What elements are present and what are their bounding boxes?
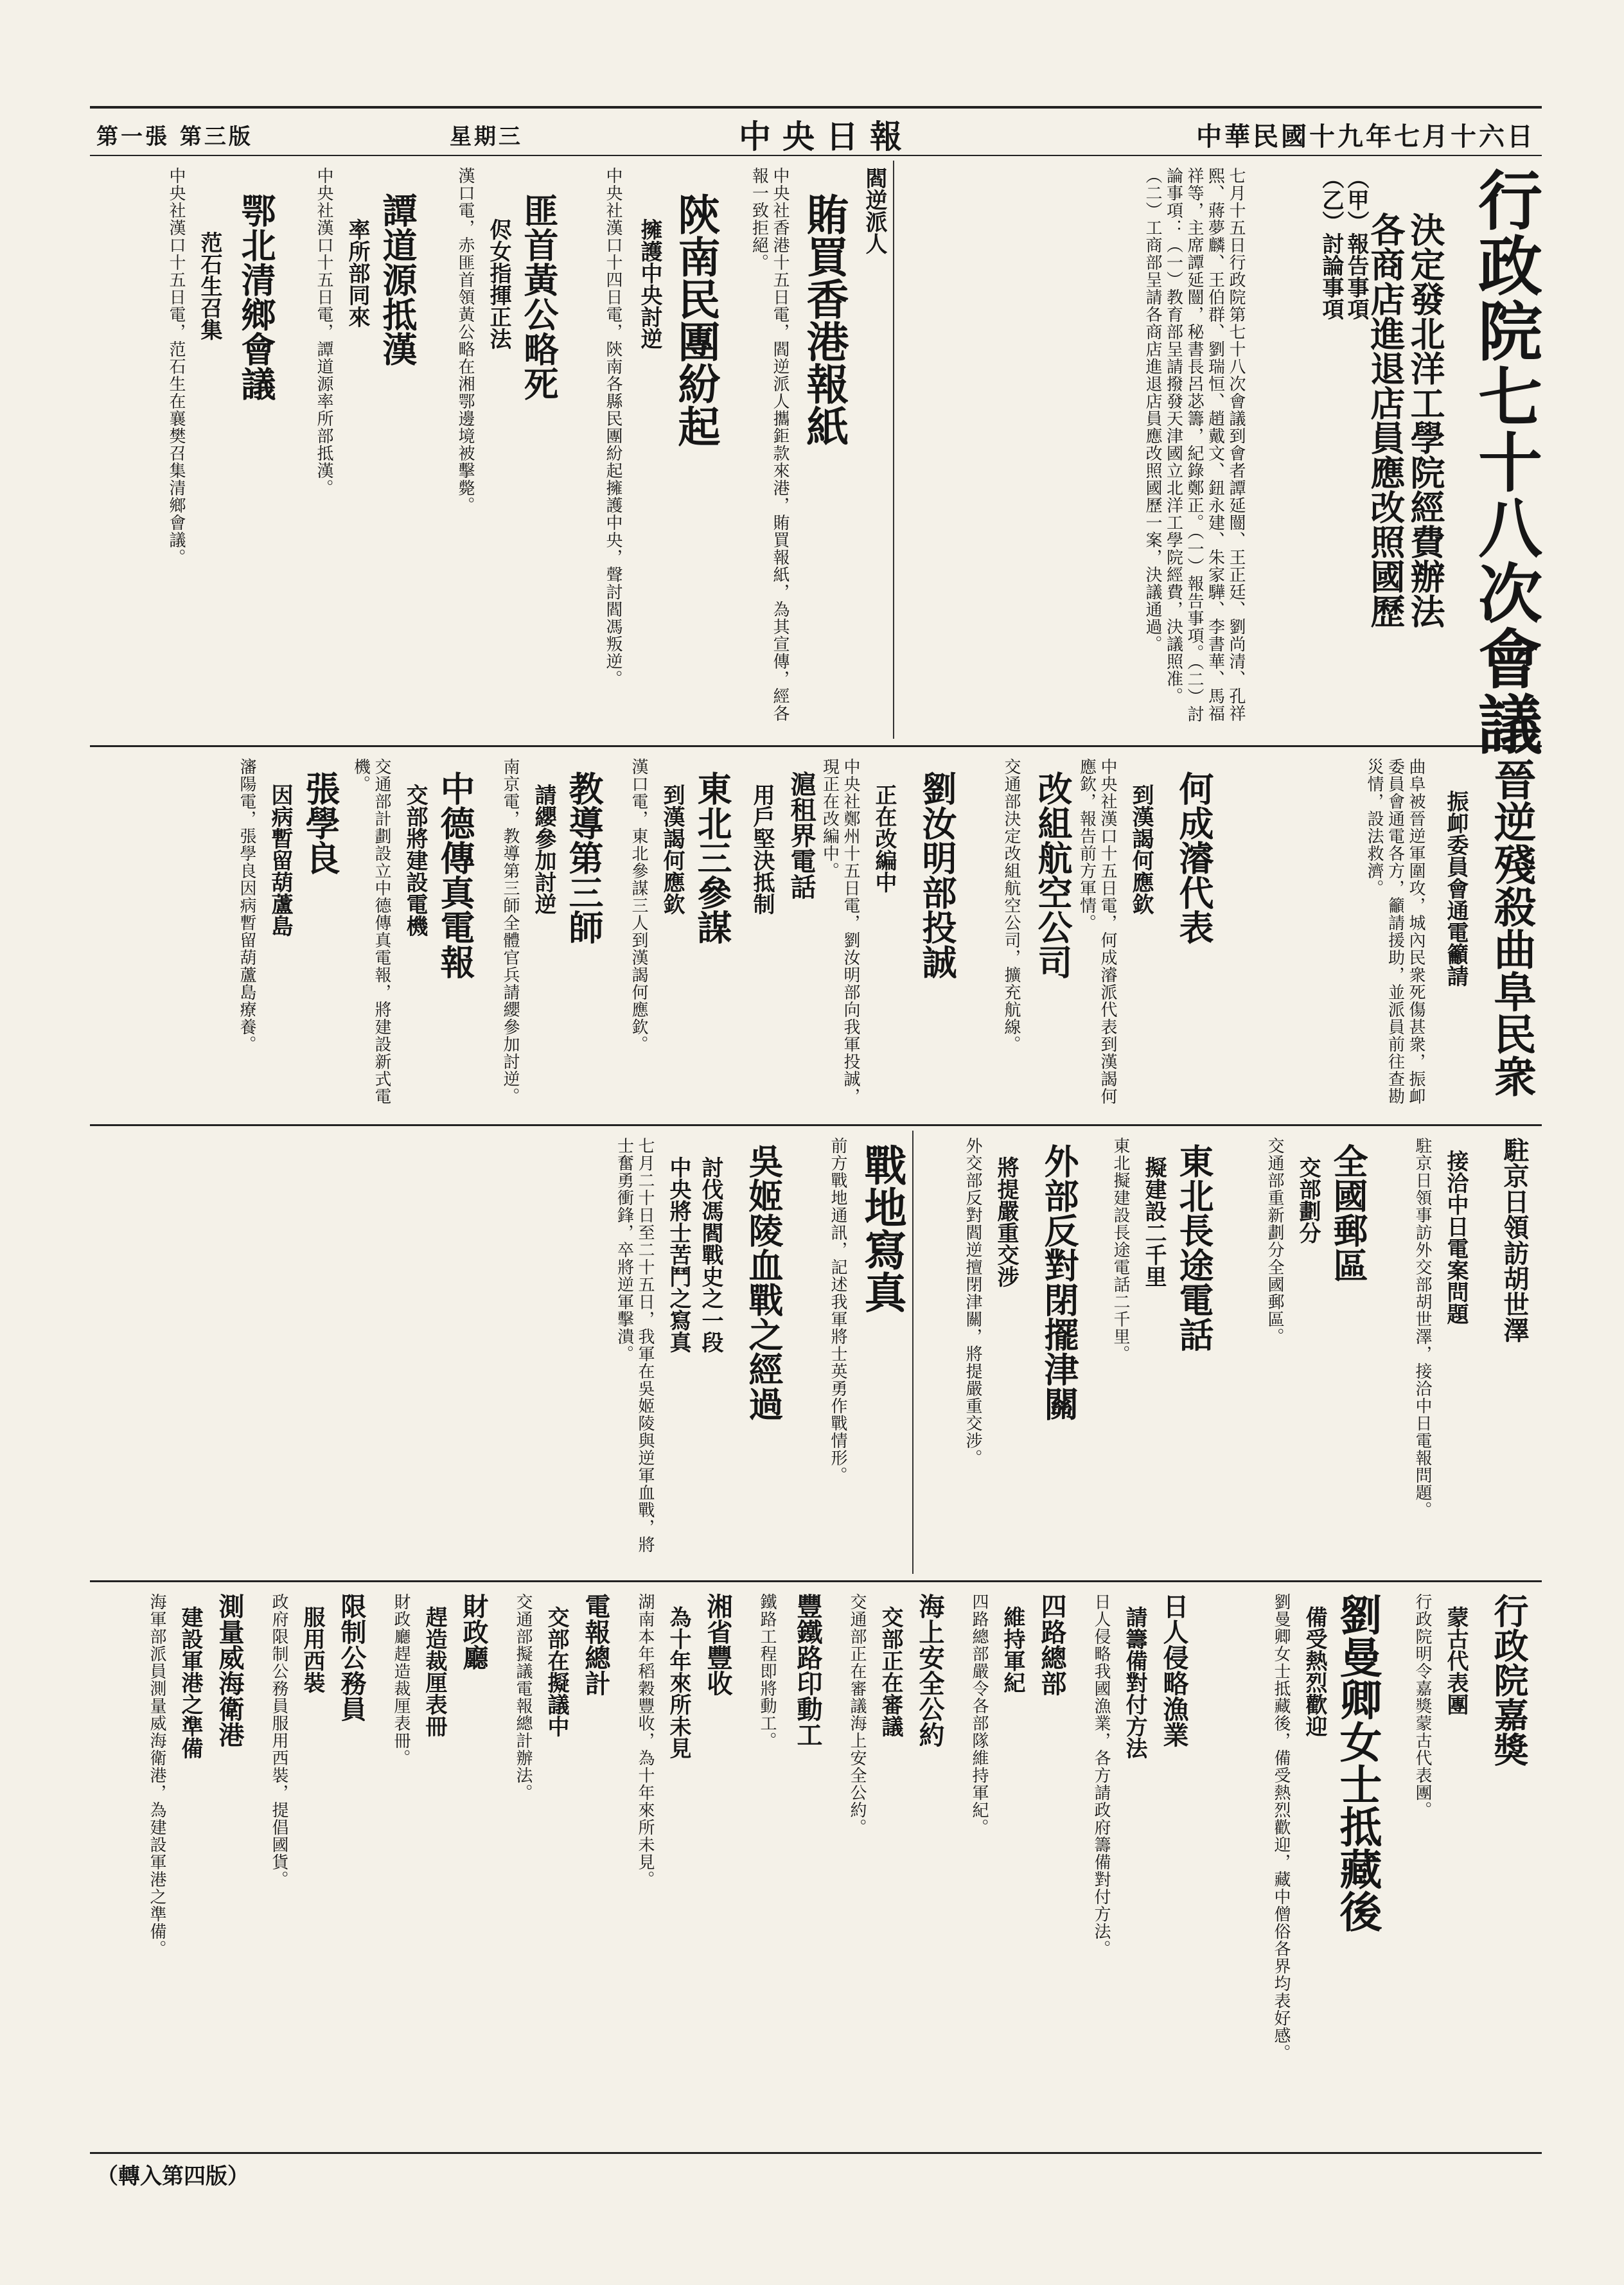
- s33-body: 交通部正在審議海上安全公約。: [847, 1593, 867, 1836]
- masthead: [90, 106, 1542, 156]
- s22-headline: 全國郵區: [1328, 1143, 1369, 1282]
- s30-sub: 備受熱烈歡迎: [1302, 1606, 1327, 1737]
- s5-body: 漢口電，赤匪首領黃公略在湘鄂邊境被擊斃。: [455, 167, 475, 514]
- masthead-weekday: 星期三: [450, 124, 523, 150]
- s13-headline: 東北三參謀: [692, 771, 733, 944]
- s1-items: （甲）報告事項 （乙）討論事項: [1318, 167, 1369, 320]
- col-rule-mid-1: [912, 1131, 914, 1574]
- s22-sub: 交部劃分: [1295, 1156, 1321, 1244]
- s18-headline: 滬租界電話: [786, 771, 816, 899]
- s1-body: 七月十五日行政院第七十八次會議到會者譚延闓、王正廷、劉尚清、孔祥熙、蔣夢麟、王伯群、劉瑞恒、趙戴文、鈕永建、朱家驊、李書華、馬福祥等，主席譚延闓，秘書長呂苾籌，紀錄鄭正。（一）報告事項。（二）討論事項：（一）教育部呈請撥發天津國立北洋工學院經費，決議照准。（二）工商部呈請各商店進退店員應改照國歷一案，決議通過。: [1143, 167, 1246, 723]
- s37-sub: 趕造裁厘表冊: [421, 1606, 447, 1737]
- s28-headline: 戰地寫真: [857, 1143, 907, 1313]
- s22-body: 交通部重新劃分全國郵區。: [1265, 1137, 1284, 1345]
- s21-body: 駐京日領事訪外交部胡世澤，接洽中日電報問題。: [1413, 1137, 1432, 1519]
- s29-sub: 討伐馮閻戰史之一段: [698, 1156, 723, 1353]
- s12-headline: 劉汝明部投誠: [917, 771, 958, 979]
- s33-sub: 交部正在審議: [878, 1606, 903, 1737]
- s14-body: 南京電，教導第三師全體官兵請纓參加討逆。: [500, 758, 520, 1105]
- s31-body: 海軍部派員測量威海衛港，為建設軍港之準備。: [147, 1593, 166, 1957]
- s6-sub: 率所部同來: [344, 218, 370, 328]
- s21-sub: 接洽中日電案問題: [1443, 1150, 1469, 1325]
- s16-body: 瀋陽電，張學良因病暫留葫蘆島療養。: [237, 758, 256, 1053]
- s17-body: 交通部決定改組航空公司，擴充航線。: [1002, 758, 1021, 1053]
- s16-headline: 張學良: [300, 771, 341, 875]
- s12-body: 中央社鄭州十五日電，劉汝明部向我軍投誠，現正在改編中。: [820, 758, 860, 1105]
- s37-headline: 財政廳: [459, 1593, 489, 1670]
- s24-body: 外交部反對閻逆擅閉津關，將提嚴重交涉。: [963, 1137, 982, 1467]
- col-rule-top-1: [893, 161, 894, 739]
- masthead-sheet: 第一張 第三版: [96, 124, 253, 150]
- s12-sub: 正在改編中: [871, 784, 897, 893]
- s31-sub: 建設軍港之準備: [177, 1606, 203, 1759]
- s1-headline: 行政院七十八次會議: [1467, 167, 1543, 757]
- s31-headline: 測量威海衛港: [215, 1593, 245, 1747]
- s32-sub: 維持軍紀: [1000, 1606, 1025, 1693]
- s3-headline: 賄買香港報紙: [799, 193, 849, 447]
- s37-body: 財政廳趕造裁厘表冊。: [391, 1593, 410, 1767]
- s24-headline: 外部反對閉擺津關: [1039, 1143, 1080, 1421]
- s17-headline: 改組航空公司: [1032, 771, 1073, 979]
- s2-body: 曲阜被晉逆軍圍攻，城內民衆死傷甚衆，振卹委員會通電各方，籲請援助，並派員前往查勘災情，設法救濟。: [1364, 758, 1425, 1105]
- s25-headline: 行政院嘉獎: [1488, 1593, 1530, 1767]
- s14-sub: 請纓參加討逆: [531, 784, 556, 915]
- s32-body: 四路總部嚴令各部隊維持軍紀。: [969, 1593, 989, 1836]
- s1-subheads: 決定發北洋工學院經費辦法 各商店進退店員應改照國歷: [1364, 212, 1446, 628]
- s15-body: 交通部計劃設立中德傳真電報，將建設新式電機。: [351, 758, 391, 1105]
- s33-headline: 海上安全公約: [915, 1593, 945, 1747]
- section-rule-3: [90, 1580, 1542, 1582]
- section-rule-2: [90, 1124, 1542, 1126]
- s29-sub2: 中央將士苦鬥之寫真: [666, 1156, 691, 1353]
- s30-headline: 劉曼卿女士抵藏後: [1332, 1593, 1382, 1932]
- s30-body: 劉曼卿女士抵藏後，備受熱烈歡迎，藏中僧俗各界均表好感。: [1271, 1593, 1291, 2061]
- s4-sub: 擁護中央討逆: [637, 218, 662, 349]
- s13-sub: 到漢謁何應欽: [659, 784, 685, 915]
- s35-headline: 湘省豐收: [703, 1593, 733, 1696]
- s38-sub: 服用西裝: [299, 1606, 325, 1693]
- s3-lead: 閻逆派人: [861, 167, 887, 254]
- s29-body: 七月二十日至二十五日，我軍在吳姬陵與逆軍血戰，將士奮勇衝鋒，卒將逆軍擊潰。: [614, 1137, 655, 1553]
- s34-body: 鐵路工程即將動工。: [757, 1593, 777, 1749]
- s35-body: 湖南本年稻穀豐收，為十年來所未見。: [635, 1593, 655, 1888]
- section-rule-1: [90, 745, 1542, 747]
- s11-sub: 到漢謁何應欽: [1128, 784, 1154, 915]
- s26-sub: 請籌備對付方法: [1122, 1606, 1147, 1759]
- s35-sub: 為十年來所未見: [666, 1606, 691, 1759]
- s16-sub: 因病暫留葫蘆島: [267, 784, 293, 937]
- s36-headline: 電報總計: [581, 1593, 611, 1696]
- s7-sub: 范石生召集: [197, 231, 222, 340]
- s36-sub: 交部在擬議中: [543, 1606, 569, 1737]
- masthead-paper-name: 中央日報: [739, 118, 914, 155]
- s32-headline: 四路總部: [1037, 1593, 1067, 1696]
- s7-headline: 鄂北清鄉會議: [236, 193, 277, 401]
- s23-headline: 東北長途電話: [1174, 1143, 1215, 1352]
- continued-note: （轉入第四版）: [96, 2164, 249, 2189]
- s26-headline: 日人侵略漁業: [1159, 1593, 1189, 1747]
- s6-headline: 譚道源抵漢: [377, 193, 418, 366]
- s14-headline: 教導第三師: [563, 771, 605, 944]
- s23-body: 東北擬建設長途電話二千里。: [1111, 1137, 1130, 1363]
- s23-sub: 擬建設二千里: [1141, 1156, 1167, 1287]
- masthead-date: 中華民國十九年七月十六日: [1196, 121, 1535, 152]
- s2-headline: 晉逆殘殺曲阜民衆: [1487, 758, 1537, 1097]
- s6-body: 中央社漢口十五日電，譚道源率所部抵漢。: [314, 167, 333, 497]
- s21-headline: 駐京日領訪胡世澤: [1499, 1137, 1530, 1343]
- s11-headline: 何成濬代表: [1174, 771, 1215, 944]
- s15-sub: 交部將建設電機: [402, 784, 428, 937]
- s5-headline: 匪首黃公略死: [518, 193, 560, 401]
- section-rule-bottom: [90, 2152, 1542, 2154]
- s3-body: 中央社香港十五日電，閻逆派人攜鉅款來港，賄買報紙，為其宣傳，經各報一致拒絕。: [749, 167, 790, 722]
- s7-body: 中央社漢口十五日電，范石生在襄樊召集清鄉會議。: [166, 167, 186, 566]
- s25-body: 行政院明令嘉獎蒙古代表團。: [1413, 1593, 1432, 1819]
- s38-headline: 限制公務員: [337, 1593, 367, 1722]
- s29-headline: 吳姬陵血戰之經過: [743, 1143, 784, 1421]
- s26-body: 日人侵略我國漁業，各方請政府籌備對付方法。: [1091, 1593, 1111, 1957]
- s34-headline: 豐鐵路印動工: [793, 1593, 823, 1747]
- s5-sub: 侭女指揮正法: [486, 218, 511, 349]
- s28-body: 前方戰地通訊，記述我軍將士英勇作戰情形。: [828, 1137, 847, 1484]
- s11-body: 中央社漢口十五日電，何成濬派代表到漢謁何應欽，報告前方軍情。: [1077, 758, 1117, 1105]
- s13-body: 漢口電，東北參謀三人到漢謁何應欽。: [629, 758, 648, 1053]
- s24-sub: 將提嚴重交涉: [993, 1156, 1019, 1287]
- s4-body: 中央社漢口十四日電，陝南各縣民團紛起擁護中央，聲討閻馮叛逆。: [603, 167, 622, 687]
- s38-body: 政府限制公務員服用西裝，提倡國貨。: [269, 1593, 288, 1888]
- s2-sub: 振卹委員會通電籲請: [1443, 790, 1469, 987]
- s4-headline: 陝南民團紛起: [671, 193, 721, 447]
- s36-body: 交通部擬議電報總計辦法。: [513, 1593, 533, 1801]
- s15-headline: 中德傳真電報: [435, 771, 476, 979]
- s25-sub: 蒙古代表團: [1443, 1606, 1469, 1715]
- s18-sub: 用戶堅決抵制: [749, 784, 775, 915]
